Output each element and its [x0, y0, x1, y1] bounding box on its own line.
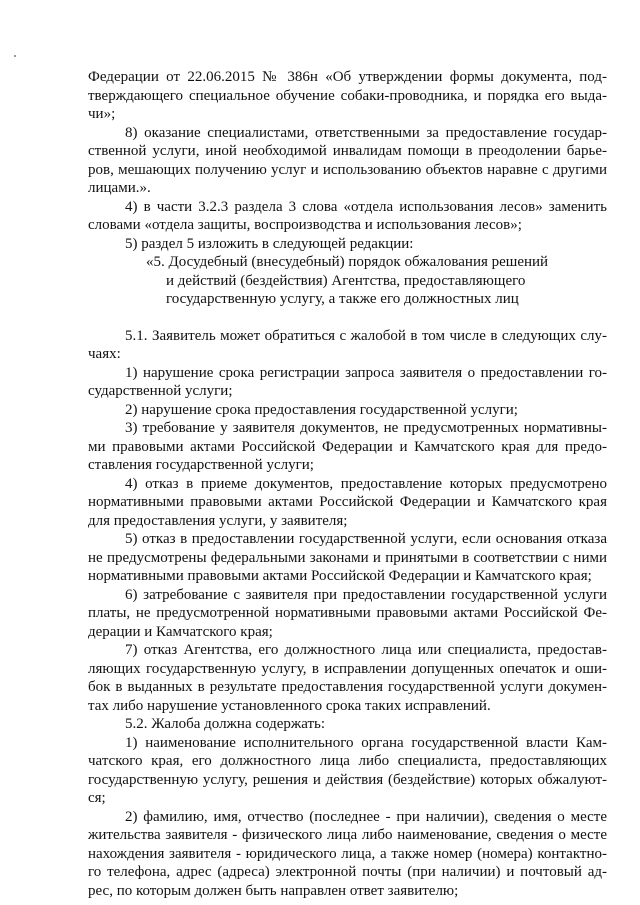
text-line: бок в выданных в результате предоставления государственной услуги докумен- — [88, 679, 607, 695]
text-line: 1) нарушение срока регистрации запроса заявителя о предоставлении го- — [125, 365, 607, 381]
text-line: 4) отказ в приеме документов, предоставление которых предусмотрено — [125, 476, 607, 492]
text-line: тверждающего специальное обучение собаки-проводника, и порядка его выда- — [88, 88, 607, 104]
text-line: 6) затребование с заявителя при предоставлении государственной услуги — [125, 587, 607, 603]
section-heading-line: государственную услугу, а также его должностных лиц — [166, 291, 519, 307]
text-line: 5.2. Жалоба должна содержать: — [125, 716, 326, 732]
section-heading-line: «5. Досудебный (внесудебный) порядок обжалования решений — [146, 254, 549, 270]
text-line: нормативными правовыми актами Российской Федерации и Камчатского края — [88, 494, 607, 510]
text-line: чаях: — [88, 346, 121, 362]
text-line: Федерации от 22.06.2015 № 386н «Об утверждении формы документа, под- — [88, 69, 607, 85]
text-line: нахождения заявителя - юридического лица, а также номер (номера) контактно- — [88, 846, 607, 862]
text-line: нормативными правовыми актами Российской Федерации и Камчатского края; — [88, 568, 592, 584]
text-line: 8) оказание специалистами, ответственными за предоставление государ- — [125, 125, 607, 141]
text-line: 4) в части 3.2.3 раздела 3 слова «отдела использования лесов» заменить — [125, 199, 607, 215]
text-line: рес, по которым должен быть направлен ответ заявителю; — [88, 883, 459, 899]
text-line: 5.1. Заявитель может обратиться с жалобой в том числе в следующих слу- — [125, 328, 607, 344]
text-line: ляющих государственную услугу, в исправлении допущенных опечаток и оши- — [88, 661, 607, 677]
text-line: ственной услуги, иной необходимой инвалидам помощи в преодолении барье- — [88, 143, 607, 159]
text-line: тах либо нарушение установленного срока таких исправлений. — [88, 698, 491, 714]
text-line: жительства заявителя - физического лица либо наименование, сведения о месте — [88, 827, 607, 843]
text-line: дерации и Камчатского края; — [88, 624, 273, 640]
text-line: не предусмотрены федеральными законами и принятыми в соответствии с ними — [88, 550, 607, 566]
text-line: го телефона, адрес (адреса) электронной почты (при наличии) и почтовый ад- — [88, 864, 607, 880]
text-line: 5) отказ в предоставлении государственной услуги, если основания отказа — [125, 531, 607, 547]
text-line: 1) наименование исполнительного органа государственной власти Кам- — [125, 735, 607, 751]
text-line: 5) раздел 5 изложить в следующей редакции: — [125, 236, 414, 252]
text-line: государственную услугу, решения и действия (бездействие) которых обжалуют- — [88, 772, 607, 788]
scan-speck — [14, 55, 16, 57]
text-line: ров, мешающих получению услуг и использованию объектов наравне с другими — [88, 162, 607, 178]
text-line: лицами.». — [88, 180, 151, 196]
text-line: чатского края, его должностного лица либо специалиста, предоставляющих — [88, 753, 607, 769]
text-line: платы, не предусмотренной нормативными правовыми актами Российской Фе- — [88, 605, 607, 621]
text-line: 2) нарушение срока предоставления государственной услуги; — [125, 402, 518, 418]
text-line: для предоставления услуги, у заявителя; — [88, 513, 348, 529]
text-line: 7) отказ Агентства, его должностного лица или специалиста, предостав- — [125, 642, 607, 658]
text-line: ставления государственной услуги; — [88, 457, 314, 473]
text-line: 3) требование у заявителя документов, не предусмотренных нормативны- — [125, 420, 607, 436]
text-line: сударственной услуги; — [88, 383, 233, 399]
text-line: ся; — [88, 790, 106, 806]
text-line: словами «отдела защиты, воспроизводства и использования лесов»; — [88, 217, 522, 233]
section-heading-line: и действий (бездействия) Агентства, предоставляющего — [166, 273, 526, 289]
text-line: чи»; — [88, 106, 116, 122]
text-line: 2) фамилию, имя, отчество (последнее - при наличии), сведения о месте — [125, 809, 607, 825]
text-line: ми правовыми актами Российской Федерации и Камчатского края для предо- — [88, 439, 607, 455]
